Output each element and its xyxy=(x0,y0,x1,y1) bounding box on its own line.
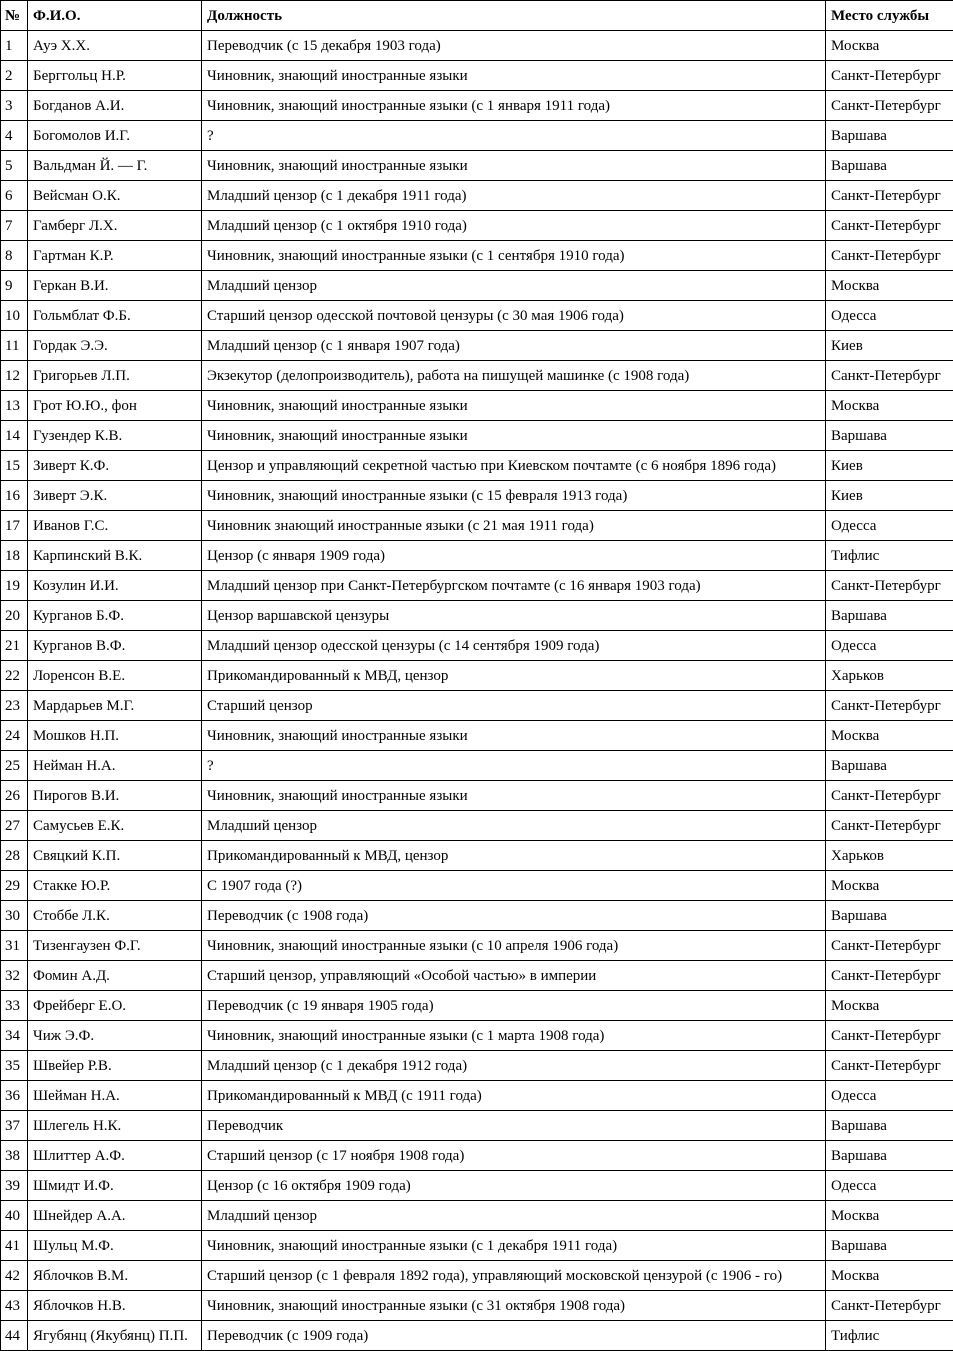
row-position: Чиновник, знающий иностранные языки xyxy=(202,721,826,751)
row-place: Варшава xyxy=(826,121,953,151)
row-position: Переводчик (с 1909 года) xyxy=(202,1321,826,1351)
row-place: Санкт-Петербург xyxy=(826,961,953,991)
row-num: 6 xyxy=(1,181,28,211)
row-num: 24 xyxy=(1,721,28,751)
row-num: 18 xyxy=(1,541,28,571)
row-position: Переводчик (с 15 декабря 1903 года) xyxy=(202,31,826,61)
row-place: Санкт-Петербург xyxy=(826,1051,953,1081)
row-num: 22 xyxy=(1,661,28,691)
row-place: Санкт-Петербург xyxy=(826,91,953,121)
row-name: Самусьев Е.К. xyxy=(28,811,202,841)
row-name: Шейман Н.А. xyxy=(28,1081,202,1111)
row-num: 31 xyxy=(1,931,28,961)
row-name: Свяцкий К.П. xyxy=(28,841,202,871)
table-row xyxy=(1,391,953,421)
row-place: Москва xyxy=(826,31,953,61)
table-row xyxy=(1,541,953,571)
row-position: ? xyxy=(202,121,826,151)
row-position: Чиновник, знающий иностранные языки (с 31 октября 1908 года) xyxy=(202,1291,826,1321)
row-position: Младший цензор xyxy=(202,1201,826,1231)
row-name: Зиверт Э.К. xyxy=(28,481,202,511)
row-name: Богомолов И.Г. xyxy=(28,121,202,151)
table-row xyxy=(1,841,953,871)
row-position: Прикомандированный к МВД (с 1911 года) xyxy=(202,1081,826,1111)
row-position: Младший цензор (с 1 декабря 1911 года) xyxy=(202,181,826,211)
row-num: 34 xyxy=(1,1021,28,1051)
row-name: Геркан В.И. xyxy=(28,271,202,301)
row-place: Харьков xyxy=(826,661,953,691)
row-place: Санкт-Петербург xyxy=(826,781,953,811)
table-row xyxy=(1,121,953,151)
row-position: Чиновник, знающий иностранные языки (с 1 марта 1908 года) xyxy=(202,1021,826,1051)
row-name: Зиверт К.Ф. xyxy=(28,451,202,481)
header-row xyxy=(1,1,953,31)
row-position: Чиновник, знающий иностранные языки (с 15 февраля 1913 года) xyxy=(202,481,826,511)
row-name: Гартман К.Р. xyxy=(28,241,202,271)
row-place: Тифлис xyxy=(826,1321,953,1351)
row-num: 20 xyxy=(1,601,28,631)
row-num: 15 xyxy=(1,451,28,481)
row-name: Мардарьев М.Г. xyxy=(28,691,202,721)
row-num: 41 xyxy=(1,1231,28,1261)
row-place: Санкт-Петербург xyxy=(826,811,953,841)
row-name: Мошков Н.П. xyxy=(28,721,202,751)
row-place: Одесса xyxy=(826,1081,953,1111)
table-row xyxy=(1,1111,953,1141)
row-num: 17 xyxy=(1,511,28,541)
row-num: 8 xyxy=(1,241,28,271)
row-name: Нейман Н.А. xyxy=(28,751,202,781)
row-position: Младший цензор xyxy=(202,271,826,301)
table-row xyxy=(1,661,953,691)
table-row xyxy=(1,1291,953,1321)
row-place: Санкт-Петербург xyxy=(826,211,953,241)
table-row xyxy=(1,631,953,661)
table-row xyxy=(1,301,953,331)
row-name: Стоббе Л.К. xyxy=(28,901,202,931)
table-row xyxy=(1,1141,953,1171)
row-name: Шульц М.Ф. xyxy=(28,1231,202,1261)
row-position: Цензор (с 16 октября 1909 года) xyxy=(202,1171,826,1201)
row-num: 1 xyxy=(1,31,28,61)
row-num: 33 xyxy=(1,991,28,1021)
table-row xyxy=(1,271,953,301)
row-name: Пирогов В.И. xyxy=(28,781,202,811)
row-num: 19 xyxy=(1,571,28,601)
row-num: 13 xyxy=(1,391,28,421)
row-num: 27 xyxy=(1,811,28,841)
row-name: Гольмблат Ф.Б. xyxy=(28,301,202,331)
row-position: Переводчик (с 19 января 1905 года) xyxy=(202,991,826,1021)
row-place: Санкт-Петербург xyxy=(826,1021,953,1051)
row-name: Грот Ю.Ю., фон xyxy=(28,391,202,421)
row-place: Санкт-Петербург xyxy=(826,1291,953,1321)
row-name: Фрейберг Е.О. xyxy=(28,991,202,1021)
row-name: Лоренсон В.Е. xyxy=(28,661,202,691)
row-place: Москва xyxy=(826,1261,953,1291)
row-position: Старший цензор xyxy=(202,691,826,721)
row-place: Киев xyxy=(826,331,953,361)
header-place: Место службы xyxy=(826,1,953,31)
table-row xyxy=(1,181,953,211)
row-name: Стакке Ю.Р. xyxy=(28,871,202,901)
row-num: 30 xyxy=(1,901,28,931)
row-num: 36 xyxy=(1,1081,28,1111)
row-position: Прикомандированный к МВД, цензор xyxy=(202,841,826,871)
row-position: Экзекутор (делопроизводитель), работа на пишущей машинке (с 1908 года) xyxy=(202,361,826,391)
row-position: Младший цензор (с 1 декабря 1912 года) xyxy=(202,1051,826,1081)
row-num: 43 xyxy=(1,1291,28,1321)
row-place: Санкт-Петербург xyxy=(826,241,953,271)
table-row xyxy=(1,361,953,391)
table-row xyxy=(1,451,953,481)
row-name: Гамберг Л.Х. xyxy=(28,211,202,241)
table-row xyxy=(1,1201,953,1231)
table-row xyxy=(1,211,953,241)
row-place: Варшава xyxy=(826,1141,953,1171)
row-place: Варшава xyxy=(826,601,953,631)
row-place: Одесса xyxy=(826,301,953,331)
table-row xyxy=(1,1051,953,1081)
row-place: Москва xyxy=(826,721,953,751)
row-name: Ауэ Х.Х. xyxy=(28,31,202,61)
row-num: 7 xyxy=(1,211,28,241)
row-num: 9 xyxy=(1,271,28,301)
row-num: 5 xyxy=(1,151,28,181)
table-row xyxy=(1,781,953,811)
row-position: Младший цензор одесской цензуры (с 14 сентября 1909 года) xyxy=(202,631,826,661)
table-row xyxy=(1,571,953,601)
row-position: ? xyxy=(202,751,826,781)
row-place: Санкт-Петербург xyxy=(826,61,953,91)
row-position: Чиновник, знающий иностранные языки xyxy=(202,151,826,181)
table-row xyxy=(1,811,953,841)
row-position: Цензор варшавской цензуры xyxy=(202,601,826,631)
row-place: Одесса xyxy=(826,1171,953,1201)
row-num: 32 xyxy=(1,961,28,991)
row-position: Чиновник, знающий иностранные языки xyxy=(202,421,826,451)
row-position: Младший цензор (с 1 января 1907 года) xyxy=(202,331,826,361)
row-position: Чиновник, знающий иностранные языки xyxy=(202,391,826,421)
row-name: Козулин И.И. xyxy=(28,571,202,601)
table-row xyxy=(1,91,953,121)
row-num: 44 xyxy=(1,1321,28,1351)
row-place: Москва xyxy=(826,1201,953,1231)
row-place: Варшава xyxy=(826,751,953,781)
row-position: Младший цензор при Санкт-Петербургском почтамте (с 16 января 1903 года) xyxy=(202,571,826,601)
row-num: 14 xyxy=(1,421,28,451)
row-position: Старший цензор одесской почтовой цензуры (с 30 мая 1906 года) xyxy=(202,301,826,331)
row-position: Младший цензор (с 1 октября 1910 года) xyxy=(202,211,826,241)
row-place: Санкт-Петербург xyxy=(826,181,953,211)
row-num: 28 xyxy=(1,841,28,871)
row-place: Одесса xyxy=(826,511,953,541)
row-num: 35 xyxy=(1,1051,28,1081)
row-num: 26 xyxy=(1,781,28,811)
row-name: Вейсман О.К. xyxy=(28,181,202,211)
row-name: Яблочков Н.В. xyxy=(28,1291,202,1321)
table-row xyxy=(1,601,953,631)
header-position: Должность xyxy=(202,1,826,31)
row-place: Варшава xyxy=(826,151,953,181)
row-num: 3 xyxy=(1,91,28,121)
row-num: 12 xyxy=(1,361,28,391)
row-name: Фомин А.Д. xyxy=(28,961,202,991)
row-position: Прикомандированный к МВД, цензор xyxy=(202,661,826,691)
row-num: 16 xyxy=(1,481,28,511)
row-name: Шнейдер А.А. xyxy=(28,1201,202,1231)
row-num: 21 xyxy=(1,631,28,661)
table-row xyxy=(1,331,953,361)
table-row xyxy=(1,961,953,991)
row-place: Варшава xyxy=(826,1111,953,1141)
row-place: Киев xyxy=(826,481,953,511)
row-position: Переводчик xyxy=(202,1111,826,1141)
row-position: Цензор (с января 1909 года) xyxy=(202,541,826,571)
row-name: Курганов Б.Ф. xyxy=(28,601,202,631)
table-row xyxy=(1,511,953,541)
row-position: Чиновник, знающий иностранные языки xyxy=(202,781,826,811)
table-row xyxy=(1,151,953,181)
row-num: 38 xyxy=(1,1141,28,1171)
row-name: Гордак Э.Э. xyxy=(28,331,202,361)
row-name: Григорьев Л.П. xyxy=(28,361,202,391)
row-name: Карпинский В.К. xyxy=(28,541,202,571)
row-place: Варшава xyxy=(826,901,953,931)
row-place: Москва xyxy=(826,271,953,301)
row-name: Шлегель Н.К. xyxy=(28,1111,202,1141)
row-place: Тифлис xyxy=(826,541,953,571)
table-row xyxy=(1,721,953,751)
row-position: Старший цензор, управляющий «Особой частью» в империи xyxy=(202,961,826,991)
row-position: Старший цензор (с 17 ноября 1908 года) xyxy=(202,1141,826,1171)
table-row xyxy=(1,421,953,451)
row-num: 23 xyxy=(1,691,28,721)
row-place: Санкт-Петербург xyxy=(826,571,953,601)
row-place: Москва xyxy=(826,871,953,901)
row-name: Швейер Р.В. xyxy=(28,1051,202,1081)
row-place: Санкт-Петербург xyxy=(826,361,953,391)
header-name: Ф.И.О. xyxy=(28,1,202,31)
table-row xyxy=(1,1321,953,1351)
table-row xyxy=(1,1021,953,1051)
row-position: Старший цензор (с 1 февраля 1892 года), управляющий московской цензурой (с 1906 ‑ го) xyxy=(202,1261,826,1291)
row-name: Гузендер К.В. xyxy=(28,421,202,451)
table-row xyxy=(1,901,953,931)
row-name: Тизенгаузен Ф.Г. xyxy=(28,931,202,961)
row-place: Киев xyxy=(826,451,953,481)
row-place: Санкт-Петербург xyxy=(826,691,953,721)
row-num: 42 xyxy=(1,1261,28,1291)
row-place: Москва xyxy=(826,391,953,421)
row-name: Курганов В.Ф. xyxy=(28,631,202,661)
row-position: Чиновник, знающий иностранные языки (с 1 декабря 1911 года) xyxy=(202,1231,826,1261)
row-position: Чиновник, знающий иностранные языки xyxy=(202,61,826,91)
table-row xyxy=(1,1081,953,1111)
table-row xyxy=(1,871,953,901)
row-name: Шлиттер А.Ф. xyxy=(28,1141,202,1171)
header-num: № xyxy=(1,1,28,31)
row-place: Харьков xyxy=(826,841,953,871)
row-position: С 1907 года (?) xyxy=(202,871,826,901)
row-num: 40 xyxy=(1,1201,28,1231)
row-name: Богданов А.И. xyxy=(28,91,202,121)
table-row xyxy=(1,991,953,1021)
row-position: Чиновник, знающий иностранные языки (с 1 сентября 1910 года) xyxy=(202,241,826,271)
table-row xyxy=(1,481,953,511)
table-row xyxy=(1,1231,953,1261)
table-row xyxy=(1,31,953,61)
row-name: Яблочков В.М. xyxy=(28,1261,202,1291)
row-num: 25 xyxy=(1,751,28,781)
row-place: Варшава xyxy=(826,421,953,451)
row-num: 2 xyxy=(1,61,28,91)
row-name: Чиж Э.Ф. xyxy=(28,1021,202,1051)
row-num: 11 xyxy=(1,331,28,361)
table-row xyxy=(1,1261,953,1291)
row-name: Ягубянц (Якубянц) П.П. xyxy=(28,1321,202,1351)
table-row xyxy=(1,1171,953,1201)
row-position: Чиновник, знающий иностранные языки (с 1 января 1911 года) xyxy=(202,91,826,121)
table-row xyxy=(1,691,953,721)
row-name: Иванов Г.С. xyxy=(28,511,202,541)
row-place: Москва xyxy=(826,991,953,1021)
row-place: Санкт-Петербург xyxy=(826,931,953,961)
table-row xyxy=(1,751,953,781)
row-position: Переводчик (с 1908 года) xyxy=(202,901,826,931)
table-row xyxy=(1,241,953,271)
row-num: 10 xyxy=(1,301,28,331)
row-position: Младший цензор xyxy=(202,811,826,841)
row-name: Вальдман Й. — Г. xyxy=(28,151,202,181)
row-name: Шмидт И.Ф. xyxy=(28,1171,202,1201)
row-name: Берггольц Н.Р. xyxy=(28,61,202,91)
row-position: Цензор и управляющий секретной частью при Киевском почтамте (с 6 ноября 1896 года) xyxy=(202,451,826,481)
table-row xyxy=(1,931,953,961)
row-position: Чиновник знающий иностранные языки (с 21 мая 1911 года) xyxy=(202,511,826,541)
row-place: Одесса xyxy=(826,631,953,661)
row-place: Варшава xyxy=(826,1231,953,1261)
row-position: Чиновник, знающий иностранные языки (с 10 апреля 1906 года) xyxy=(202,931,826,961)
row-num: 37 xyxy=(1,1111,28,1141)
row-num: 39 xyxy=(1,1171,28,1201)
row-num: 4 xyxy=(1,121,28,151)
row-num: 29 xyxy=(1,871,28,901)
table-row xyxy=(1,61,953,91)
